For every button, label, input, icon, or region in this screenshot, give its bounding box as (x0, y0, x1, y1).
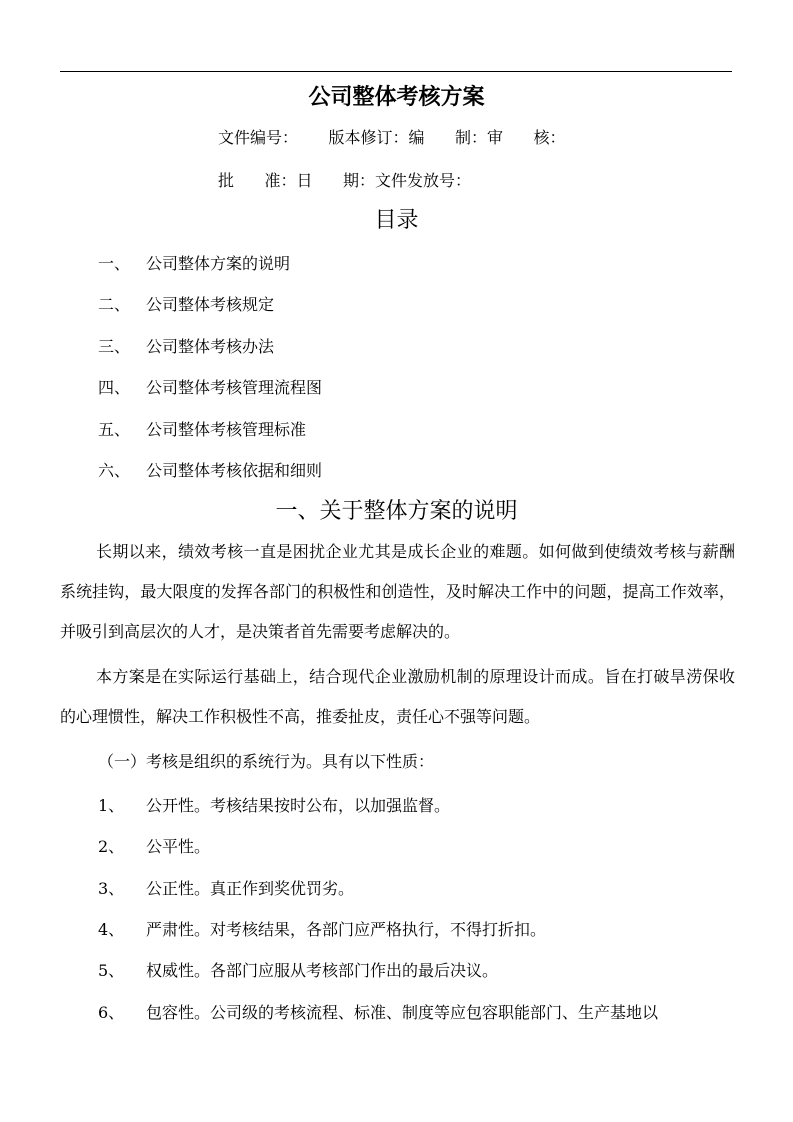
list-item-number: 1、 (98, 796, 125, 815)
subheading: （一）考核是组织的系统行为。具有以下性质： (98, 752, 435, 771)
document-meta-line1: 文件编号： 版本修订：编 制：审 核： (218, 128, 566, 147)
list-item (98, 834, 210, 857)
list-item-text: 公平性。 (146, 837, 211, 856)
body-paragraph: 本方案是在实际运行基础上，结合现代企业激励机制的原理设计而成。旨在打破旱涝保收的心理惯性，解决工作积极性不高，推委扯皮，责任心不强等问题。 (60, 667, 735, 726)
list-item-number: 2、 (98, 837, 125, 856)
list-item-text: 严肃性。对考核结果，各部门应严格执行，不得打折扣。 (146, 920, 547, 939)
list-item-text: 公正性。真正作到奖优罚劣。 (146, 879, 355, 898)
list-item (98, 917, 546, 940)
list-item-number: 4、 (98, 920, 125, 939)
toc-item-label: 公司整体方案的说明 (146, 254, 291, 273)
toc-item[interactable] (98, 292, 274, 315)
toc-item-number: 六、 (98, 461, 131, 480)
toc-item-label: 公司整体考核管理标准 (146, 420, 307, 439)
toc-item-number: 三、 (98, 337, 131, 356)
document-title: 公司整体考核方案 (308, 85, 485, 110)
list-item (98, 1000, 658, 1023)
toc-item-number: 一、 (98, 254, 131, 273)
toc-item-label: 公司整体考核规定 (146, 295, 275, 314)
header-rule (60, 71, 732, 72)
toc-item[interactable] (98, 458, 322, 481)
list-item (98, 793, 450, 816)
toc-item-label: 公司整体考核办法 (146, 337, 275, 356)
list-item-text: 权威性。各部门应服从考核部门作出的最后决议。 (146, 961, 499, 980)
toc-item-number: 五、 (98, 420, 131, 439)
toc-item[interactable] (98, 251, 290, 274)
document-meta-line2: 批 准：日 期：文件发放号： (218, 171, 472, 190)
body-paragraph: 长期以来，绩效考核一直是困扰企业尤其是成长企业的难题。如何做到使绩效考核与薪酬系统挂钩，最大限度的发挥各部门的积极性和创造性，及时解决工作中的问题，提高工作效率，并吸引到高层次的人才，是决策者首先需要考虑解决的。 (60, 542, 735, 641)
list-item-number: 6、 (98, 1003, 125, 1022)
list-item (98, 876, 354, 899)
toc-item[interactable] (98, 334, 274, 357)
toc-item-number: 四、 (98, 378, 131, 397)
list-item (98, 958, 498, 981)
toc-item[interactable] (98, 417, 306, 440)
toc-item-label: 公司整体考核管理流程图 (146, 378, 323, 397)
toc-item-label: 公司整体考核依据和细则 (146, 461, 323, 480)
list-item-text: 包容性。公司级的考核流程、标准、制度等应包容职能部门、生产基地以 (146, 1003, 659, 1022)
list-item-text: 公开性。考核结果按时公布，以加强监督。 (146, 796, 451, 815)
list-item-number: 5、 (98, 961, 125, 980)
toc-title: 目录 (374, 208, 419, 233)
list-item-number: 3、 (98, 879, 125, 898)
toc-item-number: 二、 (98, 295, 131, 314)
section-title: 一、关于整体方案的说明 (275, 499, 518, 524)
toc-item[interactable] (98, 375, 322, 398)
